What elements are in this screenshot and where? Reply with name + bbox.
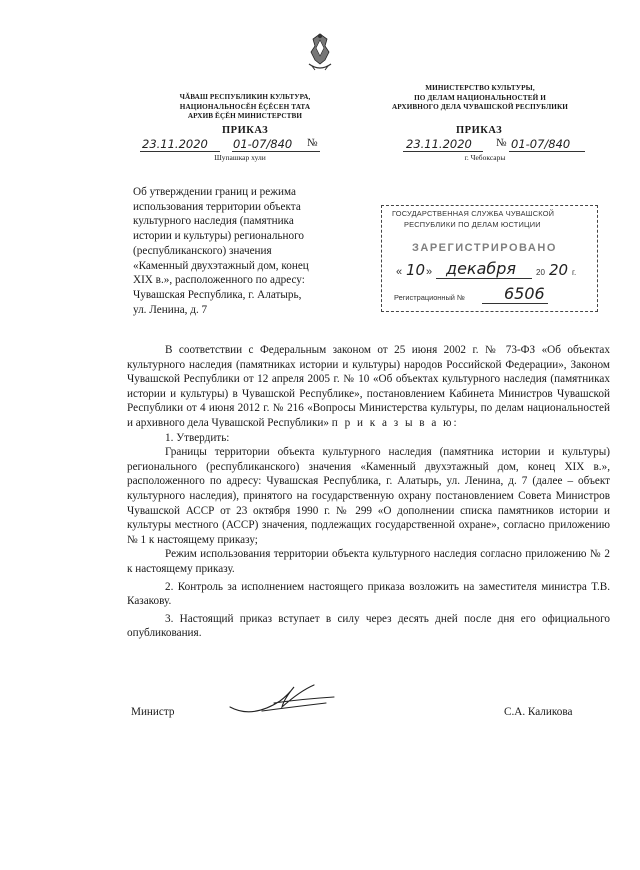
order-body	[127, 343, 610, 641]
item-2: 2. Контроль за исполнением настоящего приказа возложить на заместителя министра Т.В. Казакову.	[127, 580, 610, 608]
title-line: «Каменный двухэтажный дом, конец	[133, 259, 309, 272]
stamp-reg-underline	[482, 303, 548, 304]
number-underline-left	[232, 151, 320, 152]
prikaz-title-right: ПРИКАЗ	[456, 125, 503, 136]
stamp-reg-number: 6506	[504, 284, 545, 303]
item-1-boundaries: Границы территории объекта культурного наследия (памятника истории и культуры) регионального (республиканского) значения «Каменный двухэтажный дом, конец XIX в.», расположенного по адресу: Чувашская Республика, г. Алатырь, ул. Ленина, д. 7 (далее – объект культурного наследия), принятого на государственную охрану постановлением Совета Министров Чувашской АССР от 23 октября 1990 г. № 299 «О дополнении списка памятников истории и культуры местного (АССР) значения, подлежащих государственной охране», согласно приложению № 1 к настоящему приказу;	[127, 446, 610, 546]
header-right-line: МИНИСТЕРСТВО КУЛЬТУРЫ,	[425, 84, 535, 92]
ministry-name-russian	[385, 84, 575, 113]
ministry-name-chuvash	[160, 93, 330, 122]
title-line: Чувашская Республика, г. Алатырь,	[133, 288, 302, 301]
body-preamble	[127, 343, 610, 431]
order-title	[133, 185, 348, 317]
stamp-year-prefix: 20	[536, 268, 545, 277]
date-underline-right	[403, 151, 483, 152]
prikaz-title-left: ПРИКАЗ	[222, 125, 269, 136]
preamble-text: В соответствии с Федеральным законом от 25 июня 2002 г. № 73-ФЗ «Об объектах культурного наследия (памятниках истории и культуры) народов Российской Федерации», Законом Чувашской Республики от 12 апреля 2005 г. № 10 «Об объектах культурного наследия (памятниках истории и культуры) в Чувашской Республике», постановлением Кабинета Министров Чувашской Республики от 4 июня 2012 г. № 216 «Вопросы Министерства культуры, по делам национальностей и архивного дела Чувашской Республики»	[127, 344, 610, 429]
stamp-line-2: РЕСПУБЛИКИ ПО ДЕЛАМ ЮСТИЦИИ	[404, 220, 541, 229]
place-chuvash: Шупашкар хули	[214, 153, 266, 162]
date-underline-left	[140, 151, 220, 152]
stamp-month: декабря	[446, 259, 517, 278]
stamp-day: 10	[406, 261, 426, 279]
chuvash-coat-of-arms-icon	[303, 30, 337, 74]
title-line: культурного наследия (памятника	[133, 215, 294, 228]
stamp-month-underline	[436, 278, 532, 279]
header-left-line: АРХИВ ĔÇĔН МИНИСТЕРСТВИ	[187, 112, 303, 120]
title-line: XIX в.», расположенного по адресу:	[133, 274, 305, 287]
stamp-year: 20	[549, 261, 569, 279]
title-line: использования территории объекта	[133, 200, 301, 213]
stamp-reg-label: Регистрационный №	[394, 293, 465, 302]
signer-position: Министр	[131, 706, 175, 718]
order-number-right: 01-07/840	[511, 137, 571, 151]
handwritten-signature	[222, 677, 342, 722]
place-russian: г. Чебоксары	[464, 153, 506, 162]
order-date-right: 23.11.2020	[406, 137, 472, 151]
header-left-line: ЧĂВАШ РЕСПУБЛИКИН КУЛЬТУРА,	[179, 93, 311, 101]
signer-name: С.А. Каликова	[504, 706, 573, 718]
item-3: 3. Настоящий приказ вступает в силу через десять дней после дня его официального опубликования.	[127, 612, 610, 640]
number-sign-right: №	[496, 137, 507, 149]
registration-stamp	[381, 205, 598, 312]
stamp-line-1: ГОСУДАРСТВЕННАЯ СЛУЖБА ЧУВАШСКОЙ	[392, 209, 555, 218]
order-date-left: 23.11.2020	[142, 137, 208, 151]
item-1: 1. Утвердить:	[165, 431, 230, 444]
number-underline-right	[509, 151, 585, 152]
stamp-year-suffix: г.	[572, 268, 577, 277]
item-1-regime: Режим использования территории объекта культурного наследия согласно приложению № 2 к настоящему приказу.	[127, 548, 610, 575]
stamp-registered: ЗАРЕГИСТРИРОВАНО	[412, 242, 557, 254]
title-line: (республиканского) значения	[133, 244, 272, 257]
stamp-quote-open: «	[396, 266, 403, 278]
header-right-line: АРХИВНОГО ДЕЛА ЧУВАШСКОЙ РЕСПУБЛИКИ	[392, 103, 568, 111]
header-left-line: НАЦИОНАЛЬНОСĔН ĔÇĔСЕН ТАТА	[179, 102, 311, 111]
number-sign-left: №	[307, 137, 318, 149]
title-line: ул. Ленина, д. 7	[133, 303, 208, 316]
title-line: Об утверждении границ и режима	[133, 186, 296, 198]
header-right-line: ПО ДЕЛАМ НАЦИОНАЛЬНОСТЕЙ И	[414, 93, 546, 102]
title-line: истории и культуры) регионального	[133, 230, 304, 243]
stamp-quote-close: »	[426, 266, 433, 278]
prikazyvayu: п р и к а з ы в а ю:	[331, 416, 459, 429]
order-number-left: 01-07/840	[233, 137, 293, 151]
